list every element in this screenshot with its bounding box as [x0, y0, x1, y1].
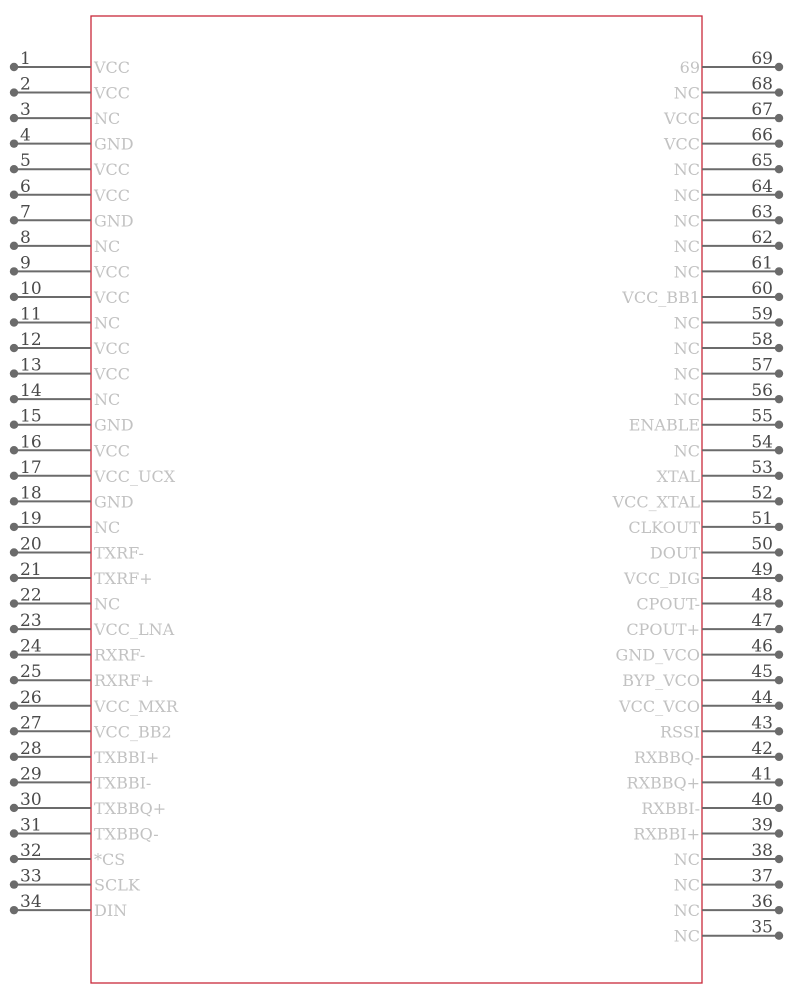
- pin-20: [10, 534, 144, 562]
- pin-label: VCC_DIG: [624, 569, 700, 588]
- pin-number: 26: [20, 687, 42, 708]
- pin-end-dot: [10, 523, 18, 531]
- pin-label: NC: [94, 390, 121, 410]
- pin-50: [650, 534, 783, 562]
- pin-number: 12: [20, 330, 42, 351]
- pin-number: 50: [751, 534, 773, 555]
- pin-label: GND: [94, 492, 134, 512]
- pin-13: [10, 356, 130, 384]
- pin-number: 43: [751, 713, 773, 734]
- pin-52: [612, 483, 784, 511]
- pin-end-dot: [775, 395, 783, 403]
- pin-number: 69: [751, 49, 773, 69]
- pin-end-dot: [10, 293, 18, 301]
- pin-end-dot: [775, 625, 783, 633]
- pin-18: [10, 483, 134, 511]
- pin-end-dot: [10, 165, 18, 173]
- pin-number: 6: [20, 176, 31, 197]
- pin-55: [629, 407, 783, 435]
- pin-label: DOUT: [649, 543, 700, 563]
- pin-number: 16: [20, 432, 42, 453]
- pin-end-dot: [10, 727, 18, 735]
- pin-end-dot: [10, 216, 18, 224]
- pin-number: 14: [20, 381, 42, 402]
- pin-35: [674, 918, 783, 946]
- pin-label: NC: [673, 313, 700, 333]
- pin-label: NC: [673, 926, 700, 946]
- pin-end-dot: [775, 446, 783, 454]
- pin-end-dot: [775, 318, 783, 326]
- pin-label: SCLK: [94, 875, 140, 895]
- pin-24: [10, 637, 145, 665]
- pin-number: 42: [751, 738, 773, 759]
- pin-59: [674, 305, 783, 333]
- pin-label: VCC_LNA: [94, 620, 175, 640]
- pin-number: 68: [751, 74, 773, 95]
- pin-8: [10, 228, 120, 256]
- pin-number: 62: [751, 227, 773, 248]
- pin-number: 33: [20, 866, 42, 887]
- pin-66: [663, 126, 783, 154]
- pin-end-dot: [10, 88, 18, 96]
- pin-number: 57: [751, 355, 773, 376]
- pin-14: [10, 381, 120, 409]
- pin-end-dot: [10, 497, 18, 505]
- pin-end-dot: [10, 906, 18, 914]
- pin-end-dot: [775, 242, 783, 250]
- pin-number: 25: [20, 662, 42, 683]
- pin-end-dot: [10, 318, 18, 326]
- pin-label: 69: [679, 58, 700, 77]
- pin-number: 34: [20, 892, 42, 913]
- pin-38: [674, 841, 783, 869]
- pin-end-dot: [775, 829, 783, 837]
- pin-58: [674, 330, 783, 358]
- pin-number: 7: [20, 202, 31, 223]
- pin-32: [10, 841, 125, 869]
- pin-label: VCC_BB2: [94, 722, 172, 742]
- pin-36: [674, 892, 783, 920]
- pin-end-dot: [775, 267, 783, 275]
- pin-5: [10, 151, 130, 179]
- pin-end-dot: [10, 548, 18, 556]
- pin-number: 1: [20, 49, 31, 69]
- pin-number: 58: [751, 330, 773, 351]
- pin-end-dot: [10, 369, 18, 377]
- pin-label: VCC: [94, 262, 131, 282]
- pin-end-dot: [775, 650, 783, 658]
- pin-end-dot: [10, 114, 18, 122]
- pin-label: VCC_MXR: [94, 696, 178, 716]
- pin-end-dot: [10, 855, 18, 863]
- pin-end-dot: [10, 446, 18, 454]
- pin-number: 11: [20, 304, 42, 325]
- pin-48: [636, 586, 783, 614]
- pin-end-dot: [775, 574, 783, 582]
- pin-end-dot: [10, 676, 18, 684]
- pin-12: [10, 330, 130, 358]
- pin-number: 54: [751, 432, 773, 453]
- pin-9: [10, 253, 130, 281]
- pin-11: [10, 305, 120, 333]
- pin-label: NC: [673, 236, 700, 256]
- pin-7: [10, 202, 134, 230]
- pin-end-dot: [775, 932, 783, 940]
- pin-end-dot: [775, 702, 783, 710]
- pin-number: 21: [20, 560, 42, 580]
- pin-10: [10, 279, 130, 307]
- pin-label: TXRF-: [94, 543, 144, 563]
- pin-number: 39: [751, 815, 773, 836]
- pin-number: 64: [751, 176, 773, 197]
- pin-end-dot: [775, 804, 783, 812]
- pin-end-dot: [775, 753, 783, 761]
- pin-number: 10: [20, 278, 42, 299]
- pin-34: [10, 892, 127, 920]
- pin-label: NC: [673, 901, 700, 921]
- pin-label: GND: [94, 134, 134, 154]
- pin-label: NC: [673, 339, 700, 359]
- pin-label: RXBBI-: [641, 798, 700, 818]
- pin-label: VCC: [663, 109, 700, 129]
- pin-number: 28: [20, 738, 42, 759]
- pin-label: RXRF-: [94, 645, 146, 665]
- pin-label: NC: [673, 875, 700, 895]
- pin-end-dot: [775, 344, 783, 352]
- pin-53: [657, 458, 784, 486]
- pin-number: 36: [751, 892, 773, 913]
- pin-end-dot: [775, 293, 783, 301]
- pin-number: 17: [20, 457, 42, 478]
- pin-63: [674, 202, 783, 230]
- pin-40: [641, 790, 783, 818]
- pin-end-dot: [10, 267, 18, 275]
- pin-46: [615, 637, 783, 665]
- pin-label: VCC: [94, 160, 131, 180]
- pin-label: VCC: [94, 441, 131, 461]
- pin-label: TXBBI+: [94, 747, 160, 767]
- pin-label: VCC_VCO: [619, 696, 700, 716]
- pin-33: [10, 867, 141, 895]
- pin-label: NC: [673, 83, 700, 103]
- pin-number: 19: [20, 508, 42, 529]
- pin-label: DIN: [94, 901, 128, 921]
- pin-label: NC: [673, 850, 700, 870]
- pin-number: 44: [751, 687, 773, 708]
- pin-number: 41: [751, 764, 773, 785]
- pin-end-dot: [10, 574, 18, 582]
- right-pin-group: [612, 49, 784, 946]
- pin-end-dot: [775, 497, 783, 505]
- pin-end-dot: [10, 702, 18, 710]
- pin-67: [663, 100, 783, 128]
- pin-label: NC: [94, 313, 121, 333]
- pin-label: VCC: [94, 185, 131, 205]
- pin-label: VCC_XTAL: [612, 492, 700, 512]
- pin-label: CPOUT-: [636, 594, 700, 614]
- pin-label: VCC: [94, 339, 131, 359]
- pin-label: VCC: [94, 83, 131, 103]
- pin-label: RXBBQ+: [626, 773, 700, 793]
- pin-label: NC: [673, 441, 700, 461]
- pin-label: NC: [94, 236, 121, 256]
- pin-56: [674, 381, 783, 409]
- pin-number: 2: [20, 74, 31, 95]
- pin-1: [10, 49, 130, 77]
- pin-44: [618, 688, 783, 716]
- pin-number: 5: [20, 151, 31, 172]
- pin-47: [626, 611, 783, 639]
- pin-42: [634, 739, 783, 767]
- pin-label: NC: [94, 594, 121, 614]
- pin-number: 22: [20, 585, 42, 606]
- pin-end-dot: [775, 906, 783, 914]
- pin-number: 38: [751, 841, 773, 862]
- pin-37: [674, 867, 783, 895]
- pin-number: 3: [20, 100, 31, 121]
- pin-end-dot: [10, 829, 18, 837]
- pin-number: 53: [751, 457, 773, 478]
- pin-end-dot: [775, 727, 783, 735]
- pin-end-dot: [775, 855, 783, 863]
- pin-end-dot: [10, 472, 18, 480]
- pin-label: NC: [673, 185, 700, 205]
- pin-end-dot: [10, 395, 18, 403]
- pin-end-dot: [10, 599, 18, 607]
- pin-number: 55: [751, 406, 773, 427]
- pin-end-dot: [775, 599, 783, 607]
- pin-end-dot: [775, 548, 783, 556]
- pin-15: [10, 407, 134, 435]
- pin-label: XTAL: [656, 466, 700, 486]
- pin-end-dot: [10, 191, 18, 199]
- pin-end-dot: [775, 676, 783, 684]
- pin-label: RXBBQ-: [633, 747, 700, 767]
- pin-number: 27: [20, 713, 42, 734]
- pin-number: 45: [751, 662, 773, 683]
- pin-number: 65: [751, 151, 773, 172]
- pin-end-dot: [775, 191, 783, 199]
- pin-45: [622, 662, 783, 690]
- pin-69: [680, 49, 784, 77]
- pin-number: 47: [751, 611, 773, 632]
- pin-label: TXBBI-: [94, 773, 152, 793]
- pin-54: [674, 432, 783, 460]
- pin-25: [10, 662, 154, 690]
- pin-end-dot: [775, 421, 783, 429]
- pin-2: [10, 75, 130, 103]
- pin-number: 24: [20, 636, 42, 657]
- pin-label: TXBBQ+: [94, 798, 167, 818]
- pin-51: [628, 509, 783, 537]
- pin-end-dot: [775, 472, 783, 480]
- pin-end-dot: [775, 88, 783, 96]
- pin-4: [10, 126, 134, 154]
- pin-number: 32: [20, 841, 42, 862]
- pin-number: 31: [20, 815, 42, 836]
- pin-number: 20: [20, 534, 42, 555]
- pin-number: 23: [20, 611, 42, 632]
- pin-65: [674, 151, 783, 179]
- left-pin-group: [10, 49, 179, 920]
- pin-30: [10, 790, 166, 818]
- pin-label: VCC: [94, 364, 131, 384]
- pin-number: 63: [751, 202, 773, 223]
- pin-number: 13: [20, 355, 42, 376]
- pin-end-dot: [10, 63, 18, 71]
- component-body: [91, 16, 702, 983]
- pin-label: RXRF+: [94, 671, 154, 691]
- pin-label: NC: [94, 517, 121, 537]
- pin-57: [674, 356, 783, 384]
- pin-number: 66: [751, 125, 773, 146]
- pin-label: ENABLE: [628, 415, 700, 435]
- pin-23: [10, 611, 175, 639]
- pin-label: NC: [673, 160, 700, 180]
- pin-label: NC: [673, 364, 700, 384]
- pin-end-dot: [775, 523, 783, 531]
- pin-43: [660, 713, 783, 741]
- pin-number: 35: [751, 917, 773, 938]
- pin-end-dot: [10, 753, 18, 761]
- pin-end-dot: [775, 778, 783, 786]
- pin-end-dot: [10, 344, 18, 352]
- pin-number: 52: [751, 483, 773, 504]
- pin-end-dot: [775, 139, 783, 147]
- pin-label: NC: [673, 211, 700, 231]
- pin-end-dot: [10, 625, 18, 633]
- pin-label: RXBBI+: [633, 824, 700, 844]
- pin-39: [633, 816, 783, 844]
- pin-label: VCC: [663, 134, 700, 154]
- pin-end-dot: [775, 63, 783, 71]
- pin-22: [10, 586, 120, 614]
- pin-number: 46: [751, 636, 773, 657]
- pin-16: [10, 432, 130, 460]
- pin-label: VCC_UCX: [94, 466, 176, 486]
- pin-49: [623, 560, 783, 588]
- pin-21: [10, 560, 153, 588]
- pin-label: NC: [94, 109, 121, 129]
- pin-end-dot: [775, 880, 783, 888]
- pin-label: NC: [673, 390, 700, 410]
- pin-label: *CS: [94, 850, 126, 870]
- pin-41: [627, 764, 784, 792]
- pin-label: CLKOUT: [628, 517, 700, 537]
- pin-68: [674, 75, 783, 103]
- pin-number: 56: [751, 381, 773, 402]
- pin-end-dot: [775, 165, 783, 173]
- pin-number: 37: [751, 866, 773, 887]
- pin-end-dot: [775, 216, 783, 224]
- pin-label: VCC_BB1: [622, 287, 700, 307]
- pin-19: [10, 509, 120, 537]
- pin-number: 29: [20, 764, 42, 785]
- pin-label: TXRF+: [94, 569, 153, 588]
- pin-end-dot: [10, 880, 18, 888]
- pin-number: 30: [20, 789, 42, 810]
- pin-number: 40: [751, 789, 773, 810]
- pin-29: [10, 764, 152, 792]
- pin-number: 4: [20, 125, 31, 146]
- pin-label: CPOUT+: [626, 620, 700, 640]
- pin-label: RSSI: [659, 722, 700, 742]
- pin-end-dot: [10, 804, 18, 812]
- pin-label: GND_VCO: [615, 645, 700, 665]
- pin-end-dot: [775, 369, 783, 377]
- pin-61: [674, 253, 783, 281]
- pin-number: 49: [751, 560, 773, 580]
- pin-17: [10, 458, 176, 486]
- pin-end-dot: [10, 242, 18, 250]
- pin-end-dot: [10, 650, 18, 658]
- pin-3: [10, 100, 120, 128]
- pin-31: [10, 816, 159, 844]
- pin-number: 60: [751, 278, 773, 299]
- pin-26: [10, 688, 179, 716]
- pin-number: 15: [20, 406, 42, 427]
- pin-label: VCC: [94, 58, 131, 77]
- pin-number: 9: [20, 253, 31, 274]
- pin-end-dot: [10, 778, 18, 786]
- pin-28: [10, 739, 160, 767]
- pin-number: 18: [20, 483, 42, 504]
- pin-label: GND: [94, 415, 134, 435]
- pin-number: 59: [751, 304, 773, 325]
- pin-label: BYP_VCO: [622, 671, 700, 691]
- pin-label: GND: [94, 211, 134, 231]
- pin-62: [674, 228, 783, 256]
- pin-number: 51: [751, 508, 773, 529]
- pin-end-dot: [10, 139, 18, 147]
- pin-6: [10, 177, 130, 205]
- pin-number: 8: [20, 227, 31, 248]
- pin-end-dot: [775, 114, 783, 122]
- pin-end-dot: [10, 421, 18, 429]
- pin-number: 61: [751, 253, 773, 274]
- pin-number: 67: [751, 100, 773, 121]
- pin-number: 48: [751, 585, 773, 606]
- pin-label: VCC: [94, 287, 131, 307]
- pin-label: TXBBQ-: [94, 824, 159, 844]
- pin-label: NC: [673, 262, 700, 282]
- pin-64: [674, 177, 783, 205]
